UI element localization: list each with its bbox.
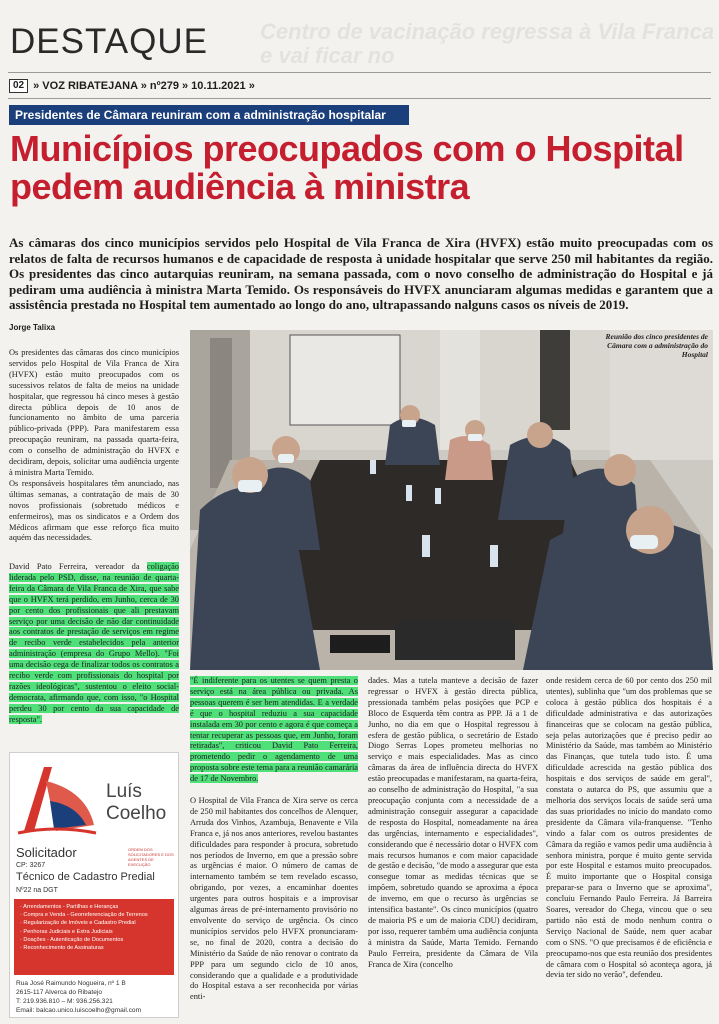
ad-contact	[16, 979, 176, 1015]
paragraph: O Hospital de Vila Franca de Xira serve os cerca de 250 mil habitantes dos concelhos de Alenquer, Arruda dos Vinhos, Azambuja, Benavente e Vila Franca e, já nos anos anteriores, revelou bastantes dificuldades para responder à procura, sobretudo nos períodos de Inverno, em que a pressão sobre as urgências é maior. O número de camas de internamento também se tem revelado escasso, obrigando, por vezes, a encaminhar doentes urgentes para outros hospitais e a improvisar algumas áreas de pré-internamento provisório no envolvente do serviço de urgência. Os cinco municípios servidos pelo HVFX pronunciaram-se, no final de 2020, contra a decisão do Ministério da Saúde de não renovar o contrato da PPP para um segundo ciclo de 10 anos, considerando que a qualidade e a produtividade do Hospital estava a ser reconhecida por várias enti-	[190, 796, 358, 1002]
article-lead: As câmaras dos cinco municípios servidos pelo Hospital de Vila Franca de Xira (HVFX) estão muito preocupadas com os relatos de falta de recursos humanos e de capacidade de resposta à unidade hospitalar que serve 250 mil habitantes da região. Os presidentes das cinco autarquias reuniram, na semana passada, com o novo conselho de administração do Hospital e já pediram uma audiência à ministra Marta Temido. Os responsáveis do HVFX anunciaram algumas medidas e garantem que a assistência prestada no Hospital tem aumentado ao longo do ano, ultrapassando nalguns casos os níveis de 2019.	[9, 235, 713, 313]
highlighted-text: "É indiferente para os utentes se quem presta o serviço está na área pública ou privada. As pessoas querem é ser bem atendidas. E a verdade é que o hospital reduziu a sua capacidade instalada em 30 por cento e agora é que começa a tentar recuperar as pessoas que, em Junho, foram retiradas", criticou David Pato Ferreira, prometendo pedir o agendamento de uma proposta sobre este tema para a reunião camarária de 17 de Novembro.	[190, 676, 358, 784]
divider	[8, 98, 711, 99]
highlighted-text: coligação liderada pelo PSD, disse, na reunião de quarta-feira da Câmara de Vila Franca de Xira, que sabe que o HVFX terá perdido, em Junho, cerca de 30 por cento dos profissionais que ali prestavam serviço por uma decisão de não dar continuidade aos contratos de prestação de serviços em regime de recibo verde estabelecidos pela anterior administração (empresa do Grupo Mello). "Foi uma decisão cega de finalizar todos os contratos a recibo verde com profissionais do hospital por razões ideológicas", sustentou o eleito social-democrata, afirmando que, com isso, "o Hospital perdeu 30 por cento da sua capacidade de resposta".	[9, 562, 179, 724]
paragraph: onde residem cerca de 60 por cento dos 250 mil utentes), sublinha que "um dos problemas que se coloca à gestão pública dos hospitais é a dificuldade administrativa e das autorizações financeiras que se colocam na gestão pública, seja pelas autorizações que é preciso pedir ao Ministério da Saúde, mas também ao Ministério das Finanças, que tutela tudo isto. É uma dificuldade acrescida na gestão pública dos hospitais e dos serviços de saúde em geral", constata o autarca do PS, que assumiu que a melhoria dos serviços locais de saúde será uma das suas prioridades no início do mandato como presidente da Câmara vila-franquense. "Tenho vindo a falar com os outros presidentes de Câmara da região e vamos pedir uma audiência à senhora ministra, porque é muito gente servida por este Hospital e estamos muito preocupados. É muito importante que o Hospital consiga preparar-se para o Inverno que se aproxima", concluiu Fernando Paulo Ferreira. Já Barreira Soares, vereador do Chega, vincou que o seu partido não está de modo nenhum contra o Serviço Nacional de Saúde, nem quer acabar com o SNS. "O que precisamos é de eficiência e preocupamo-nos que esta reunião dos presidentes de câmara com o Hospital só aconteça agora, já devia ter sido no verão", defendeu.	[546, 676, 712, 980]
section-title: DESTAQUE	[10, 22, 208, 61]
page-number: 02	[9, 79, 28, 93]
article-byline: Jorge Talixa	[9, 323, 56, 332]
ad-service-item: · Regularização de Imóveis e Cadastro Predial	[20, 919, 168, 927]
article-column-4	[546, 676, 712, 981]
article-column-2-rest	[190, 796, 358, 1003]
ad-technician: Técnico de Cadastro Predial	[16, 871, 155, 883]
article-column-1	[9, 348, 179, 544]
article-column-2	[190, 676, 358, 785]
photo-caption: Reunião dos cinco presidentes de Câmara com a administração do Hospital	[605, 332, 708, 359]
ad-cp: CP: 3267	[16, 862, 46, 869]
ad-role: Solicitador	[16, 845, 77, 860]
ad-name-line: Luís	[106, 781, 142, 802]
ad-dgt: Nº22 na DGT	[16, 887, 58, 894]
ad-address: 2615-117 Alverca do Ribatejo	[16, 989, 103, 996]
paragraph-text: David Pato Ferreira, vereador da	[9, 562, 147, 571]
ad-phone: T: 219.936.810 – M: 936.256.321	[16, 998, 113, 1005]
ad-address: Rua José Raimundo Nogueira, nº 1 B	[16, 980, 126, 987]
ad-services-list	[14, 899, 174, 975]
paragraph	[9, 562, 179, 726]
advertisement	[9, 752, 179, 1018]
ad-service-item: · Reconhecimento de Assinaturas	[20, 944, 168, 952]
paragraph: dades. Mas a tutela manteve a decisão de fazer regressar o HVFX à gestão directa pública, pressionada também pelas posições que PCP e Bloco de Esquerda têm contra as PPP. Já a 1 de Junho, no dia em que o Hospital regressou à esfera de gestão pública, o secretário de Estado Diogo Serras Lopes prometeu melhorias no serviço e mais especialidades. Mas as cinco câmaras da área de influência directa do HVFX estão preocupadas e manifestaram, na quarta-feira, ao conselho de administração do Hospital, "a sua preocupação conjunta com a necessidade de a administração conseguir assegurar a capacidade de resposta do Hospital, nomeadamente na área das urgências, internamento e especialidades", considerando que é necessário dotar o HVFX com mais recursos humanos e com maior capacidade de gestão e decisão, "de modo a assegurar que esta consegue tomar as medidas técnicas que se impõem, sobretudo quando se aproxima a época de inverno, em que o recurso às urgências se intensifica bastante". Os cinco municípios (quatro de maioria PS e um de maioria CDU) decidiram, por isso, requerer também uma audiência conjunta à ministra da Saúde, Marta Temido. Fernando Paulo Ferreira, presidente da Câmara de Vila Franca de Xira (concelho	[368, 676, 538, 969]
ad-name-line: Coelho	[106, 803, 167, 824]
article-column-1-quote	[9, 562, 179, 726]
article-kicker: Presidentes de Câmara reuniram com a administração hospitalar	[9, 105, 409, 125]
ad-service-item: · Penhoras Judiciais e Extra Judiciais	[20, 928, 168, 936]
ad-badge: ORDEM DOS SOLICITADORES E DOS AGENTES DE EXECUÇÃO	[128, 847, 174, 867]
ad-name	[106, 781, 166, 825]
ad-service-item: · Compra e Venda - Georreferenciação de Terrenos	[20, 911, 168, 919]
article-column-3	[368, 676, 538, 970]
page-bar	[9, 78, 255, 94]
paragraph: Os presidentes das câmaras dos cinco municípios servidos pelo Hospital de Vila Franca de Xira (HVFX) estão muito preocupados com os sucessivos relatos de falta de meios na unidade hospitalar, que regressou há cinco meses à gestão directa pública depois de 10 anos de funcionamento no âmbito de uma parceria público-privada (PPP). Para manifestarem essa preocupação reuniram, na passada quarta-feira, com o conselho de administração do HVFX e decidiram, depois, solicitar uma audiência urgente à ministra Marta Temido.	[9, 348, 179, 477]
article-photo	[190, 330, 713, 670]
divider	[8, 72, 711, 73]
ad-email: Email: balcao.unico.luiscoelho@gmail.com	[16, 1007, 142, 1014]
paragraph: Os responsáveis hospitalares têm anunciado, nas últimas semanas, a contratação de mais de 30 novos profissionais (sobretudo médicos e enfermeiros), mas os sindicatos e a Ordem dos Médicos afirmam que esse reforço fica muito aquém das necessidades.	[9, 478, 179, 543]
background-ghost-text: Centro de vacinação regressa à Vila Franca e vai ficar no	[260, 20, 715, 68]
publication-line: » VOZ RIBATEJANA » nº279 » 10.11.2021 »	[33, 80, 255, 92]
ad-logo-icon	[16, 761, 98, 841]
ad-service-item: · Arrendamentos - Partilhas e Heranças	[20, 903, 168, 911]
ad-service-item: · Doações - Autenticação de Documentos	[20, 936, 168, 944]
article-headline: Municípios preocupados com o Hospital pedem audiência à ministra	[10, 128, 684, 207]
paragraph	[190, 676, 358, 785]
